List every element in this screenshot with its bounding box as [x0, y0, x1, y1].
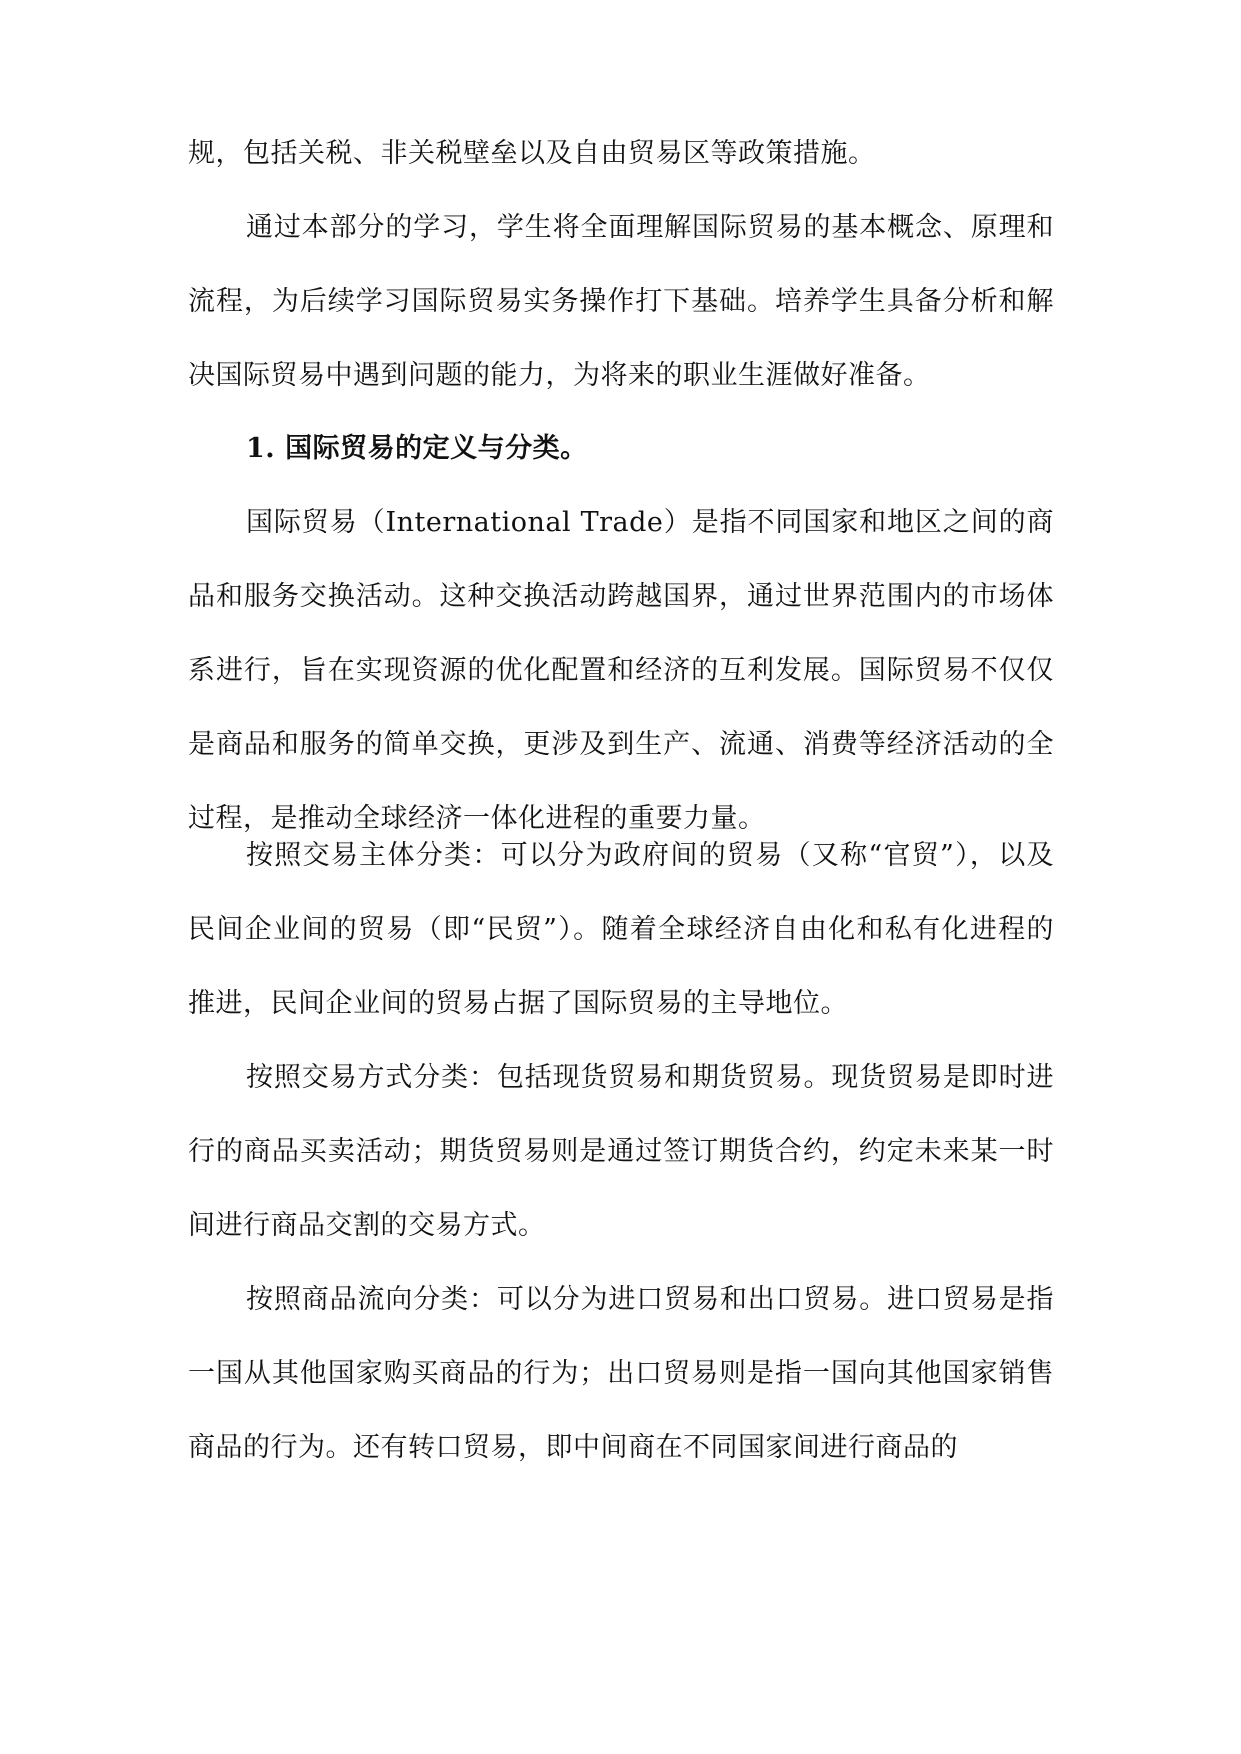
paragraph-trade-policy-continuation: 规，包括关税、非关税壁垒以及自由贸易区等政策措施。	[188, 138, 876, 169]
paragraph-classification-by-method: 按照交易方式分类：包括现货贸易和期货贸易。现货贸易是即时进行的商品买卖活动；期货贸易则是通过签订期货合约，约定未来某一时间进行商品交割的交易方式。	[188, 1062, 1054, 1241]
paragraph-classification-by-party: 按照交易主体分类：可以分为政府间的贸易（又称“官贸”），以及民间企业间的贸易（即“民贸”）。随着全球经济自由化和私有化进程的推进，民间企业间的贸易占据了国际贸易的主导地位。	[188, 840, 1054, 1019]
paragraph-classification-by-flow: 按照商品流向分类：可以分为进口贸易和出口贸易。进口贸易是指一国从其他国家购买商品的行为；出口贸易则是指一国向其他国家销售商品的行为。还有转口贸易，即中间商在不同国家间进行商品的	[188, 1284, 1054, 1463]
section-heading-definition-classification: 1. 国际贸易的定义与分类。	[246, 433, 588, 464]
paragraph-definition: 国际贸易（International Trade）是指不同国家和地区之间的商品和服务交换活动。这种交换活动跨越国界，通过世界范围内的市场体系进行，旨在实现资源的优化配置和经济的互利发展。国际贸易不仅仅是商品和服务的简单交换，更涉及到生产、流通、消费等经济活动的全过程，是推动全球经济一体化进程的重要力量。	[188, 507, 1054, 834]
paragraph-learning-objectives: 通过本部分的学习，学生将全面理解国际贸易的基本概念、原理和流程，为后续学习国际贸易实务操作打下基础。培养学生具备分析和解决国际贸易中遇到问题的能力，为将来的职业生涯做好准备。	[188, 212, 1054, 391]
